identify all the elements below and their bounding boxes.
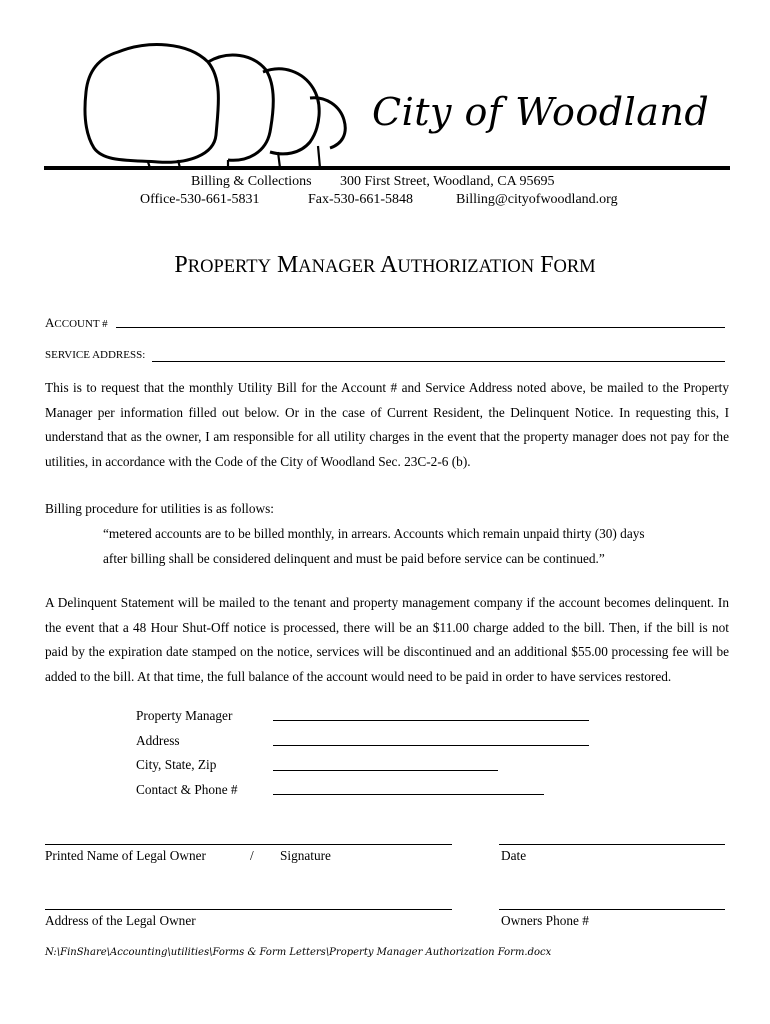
manager-address-field[interactable] (273, 745, 589, 746)
account-label-first: A (45, 315, 55, 330)
billing-email[interactable]: Billing@cityofwoodland.org (456, 192, 618, 207)
title-letter: F (540, 252, 554, 278)
city-state-zip-label: City, State, Zip (136, 757, 217, 772)
department-name: Billing & Collections (191, 174, 312, 189)
fax-number: Fax-530-661-5848 (308, 192, 413, 207)
date-field[interactable] (499, 844, 725, 845)
manager-address-label: Address (136, 733, 180, 748)
city-logo-trees (78, 40, 368, 170)
office-phone: Office-530-661-5831 (140, 192, 260, 207)
property-manager-label: Property Manager (136, 708, 233, 723)
title-part: ANAGER (298, 257, 376, 277)
service-address-field[interactable] (152, 361, 725, 362)
billing-quote-line-1: “metered accounts are to be billed monthly, in arrears. Accounts which remain unpaid thirty (30) days (103, 526, 645, 541)
account-number-field[interactable] (116, 327, 725, 328)
owner-name-signature-field[interactable] (45, 844, 452, 845)
title-part: ROPERTY (187, 257, 271, 277)
account-label-rest: CCOUNT # (54, 318, 108, 330)
file-path-footer: N:\FinShare\Accounting\utilities\Forms & Form Letters\Property Manager Authorization Form.docx (45, 947, 552, 958)
owner-phone-label: Owners Phone # (501, 913, 589, 928)
property-manager-field[interactable] (273, 720, 589, 721)
city-state-zip-field[interactable] (273, 770, 498, 771)
title-part: ORM (553, 257, 596, 277)
owner-address-field[interactable] (45, 909, 452, 910)
signature-label: Signature (280, 848, 331, 863)
request-paragraph: This is to request that the monthly Utility Bill for the Account # and Service Address noted above, be mailed to the Property Manager per information filled out below. Or in the case of Current Resident, the Delinquent Notice. In requesting this, I understand that as the owner, I am responsible for all utility charges in the event that the property manager does not pay for the utilities, in accordance with the Code of the City of Woodland Sec. 23C-2-6 (b). (45, 380, 729, 469)
name-signature-divider: / (250, 848, 254, 863)
title-letter: A (380, 252, 398, 278)
title-letter: M (276, 252, 299, 278)
title-letter: P (174, 252, 188, 278)
contact-phone-label: Contact & Phone # (136, 782, 238, 797)
owner-phone-field[interactable] (499, 909, 725, 910)
contact-phone-field[interactable] (273, 794, 544, 795)
billing-intro: Billing procedure for utilities is as follows: (45, 501, 274, 516)
header-rule (44, 166, 730, 170)
account-number-label (45, 314, 108, 332)
printed-name-label: Printed Name of Legal Owner (45, 848, 206, 863)
title-part: UTHORIZATION (397, 257, 535, 277)
city-title: City of Woodland (372, 90, 710, 134)
date-label: Date (501, 848, 527, 863)
delinquent-paragraph: A Delinquent Statement will be mailed to the tenant and property management company if the account becomes delinquent. In the event that a 48 Hour Shut-Off notice is processed, there will be an $11.00 charge added to the bill. Then, if the bill is not paid by the expiration date stamped on the notice, services will be discontinued and an additional $55.00 processing fee will be added to the bill. At that time, the full balance of the account would need to be paid in order to have services restored. (45, 595, 729, 684)
owner-address-label: Address of the Legal Owner (45, 913, 196, 928)
service-address-label: SERVICE ADDRESS: (45, 349, 146, 361)
form-title (0, 252, 770, 279)
billing-quote-line-2: after billing shall be considered delinquent and must be paid before service can be continued.” (103, 551, 605, 566)
street-address: 300 First Street, Woodland, CA 95695 (340, 174, 555, 189)
